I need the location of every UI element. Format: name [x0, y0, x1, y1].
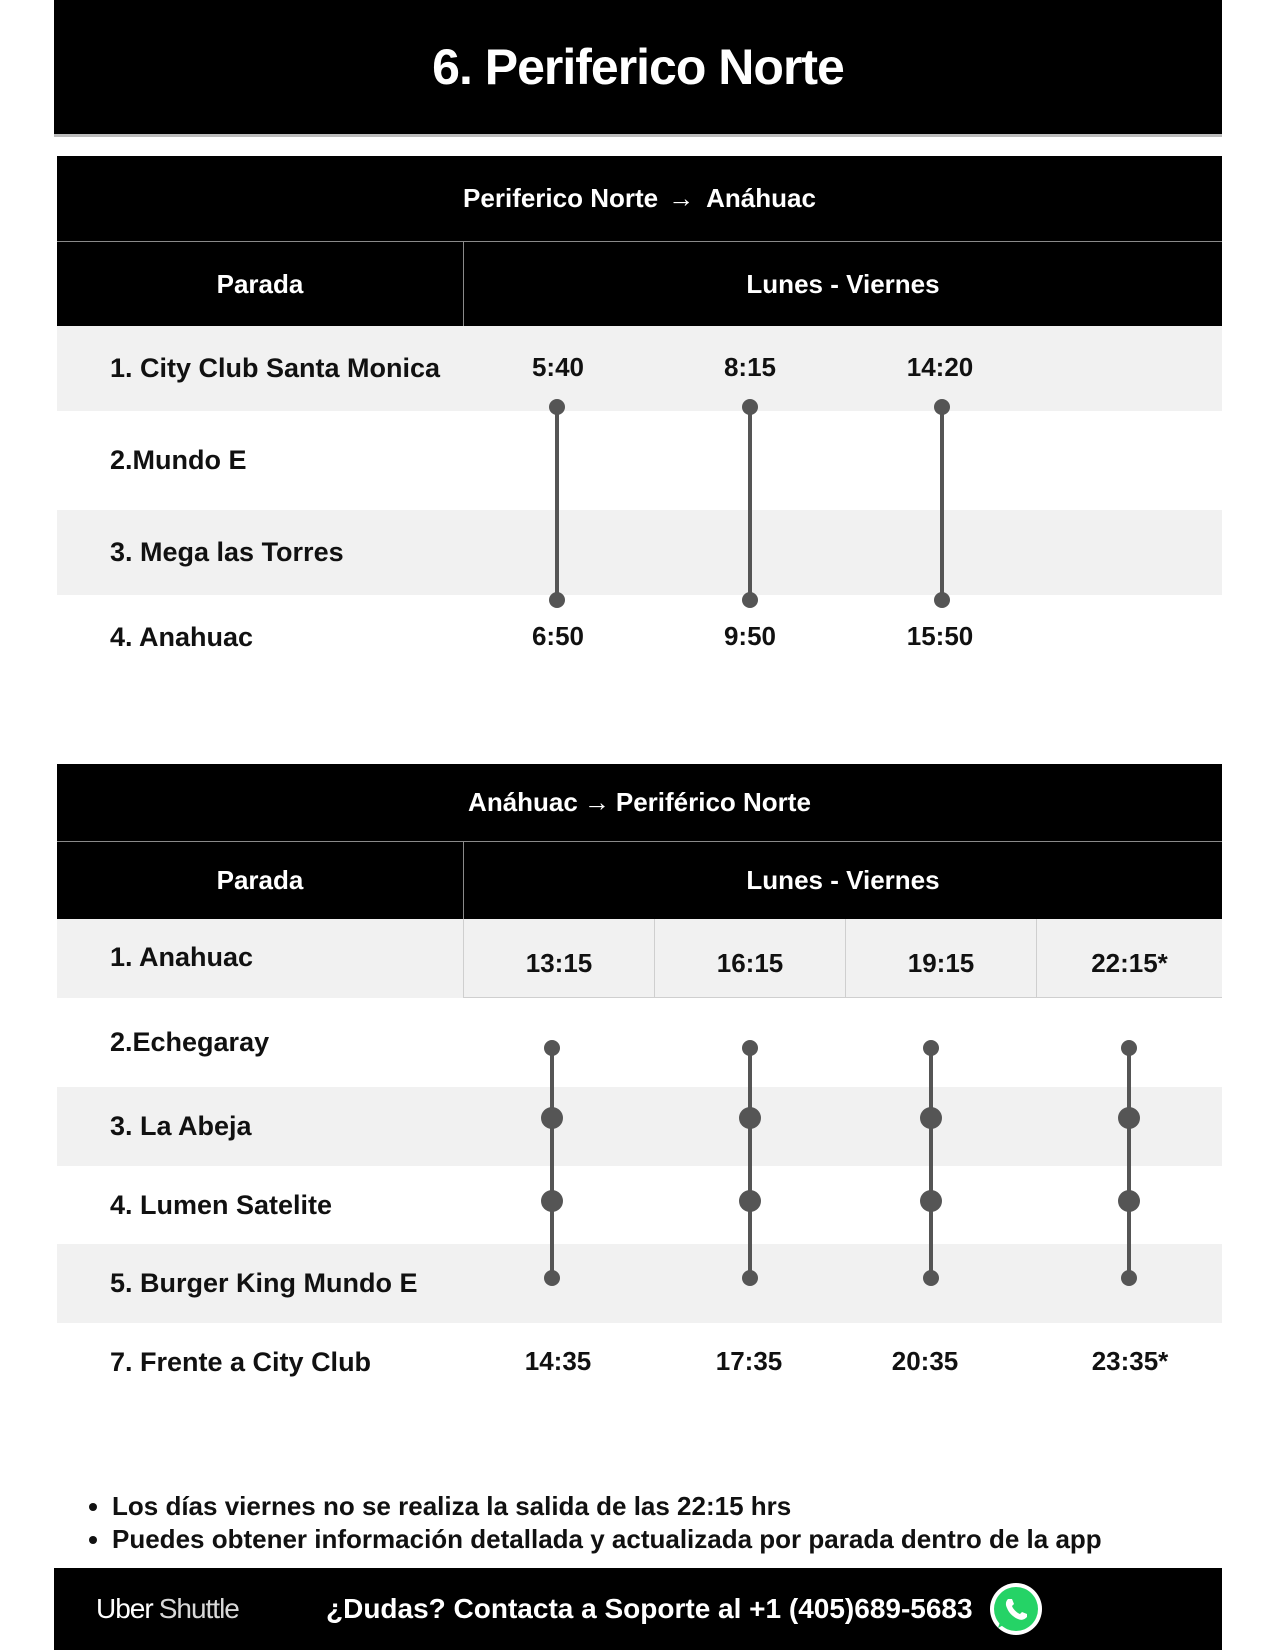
- stop-dot: [549, 399, 565, 415]
- table2-direction-to: Periférico Norte: [615, 787, 811, 817]
- table2-departure-time: 22:15*: [1036, 919, 1222, 998]
- table2-stop: 5. Burger King Mundo E: [110, 1268, 418, 1298]
- table2-arrival-time: 23:35*: [1091, 1346, 1169, 1376]
- table2-arrival-time: 17:35: [715, 1346, 783, 1376]
- stop-dot: [541, 1190, 563, 1212]
- arrow-right-icon: →: [583, 787, 610, 817]
- table2-arrival-time: 20:35: [891, 1346, 959, 1376]
- table2-stop: 1. Anahuac: [110, 941, 254, 972]
- stop-dot: [1121, 1270, 1137, 1286]
- stop-dot: [920, 1107, 942, 1129]
- stop-dot: [923, 1270, 939, 1286]
- support-contact[interactable]: ¿Dudas? Contacta a Soporte al +1 (405)689-5683: [326, 1593, 973, 1624]
- uber-shuttle-logo: [96, 1568, 239, 1650]
- table2-arrival-time: 14:35: [524, 1346, 592, 1376]
- table2-stop: 3. La Abeja: [110, 1111, 252, 1141]
- stop-dot: [739, 1107, 761, 1129]
- table1-stop: 1. City Club Santa Monica: [110, 353, 441, 383]
- stop-dot: [541, 1107, 563, 1129]
- page-title: 6. Periferico Norte: [54, 0, 1222, 134]
- table1-arrival-time: 9:50: [723, 621, 777, 651]
- table1-departure-time: 14:20: [906, 352, 974, 382]
- table1-arrival-time: 15:50: [906, 621, 974, 651]
- brand-shuttle: Shuttle: [158, 1593, 239, 1624]
- stop-dot: [920, 1190, 942, 1212]
- stop-dot: [923, 1040, 939, 1056]
- table2-header-stop: Parada: [57, 842, 463, 919]
- table1-header-stop: Parada: [57, 242, 463, 326]
- stop-dot: [1118, 1107, 1140, 1129]
- table2-header-days: Lunes - Viernes: [464, 842, 1222, 919]
- table1-stop: 2.Mundo E: [110, 445, 247, 475]
- table1-stop: 4. Anahuac: [110, 622, 254, 652]
- table2-departure-time: 16:15: [654, 919, 846, 998]
- table1-departure-time: 8:15: [723, 352, 777, 382]
- table2-departure-time: 19:15: [845, 919, 1037, 998]
- stop-dot: [742, 399, 758, 415]
- brand-uber: Uber: [96, 1593, 153, 1624]
- arrow-right-icon: →: [668, 183, 695, 213]
- stop-dot: [742, 1040, 758, 1056]
- stop-dot: [1121, 1040, 1137, 1056]
- table1-departure-time: 5:40: [531, 352, 585, 382]
- stop-dot: [549, 592, 565, 608]
- stop-dot: [934, 399, 950, 415]
- table2-stop: 7. Frente a City Club: [110, 1346, 372, 1377]
- table1-direction-to: Anáhuac: [706, 183, 816, 213]
- stop-dot: [739, 1190, 761, 1212]
- note-item: • Los días viernes no se realiza la salida de las 22:15 hrs: [112, 1490, 1102, 1523]
- table1-stop: 3. Mega las Torres: [110, 537, 344, 567]
- notes: [70, 1490, 1102, 1556]
- whatsapp-icon[interactable]: [989, 1582, 1043, 1636]
- stop-dot: [934, 592, 950, 608]
- stop-dot: [544, 1270, 560, 1286]
- table2-stop: 4. Lumen Satelite: [110, 1189, 333, 1220]
- stop-dot: [1118, 1190, 1140, 1212]
- stop-dot: [742, 592, 758, 608]
- footer: [54, 1568, 1222, 1650]
- table2-direction-from: Anáhuac: [468, 787, 578, 817]
- table2-departure-time: 13:15: [463, 919, 655, 998]
- stop-dot: [544, 1040, 560, 1056]
- table1-header-days: Lunes - Viernes: [464, 242, 1222, 326]
- table1-direction-from: Periferico Norte: [463, 183, 659, 213]
- table2-stop: 2.Echegaray: [110, 1026, 270, 1057]
- table1-arrival-time: 6:50: [531, 621, 585, 651]
- stop-dot: [742, 1270, 758, 1286]
- note-item: • Puedes obtener información detallada y actualizada por parada dentro de la app: [112, 1523, 1102, 1556]
